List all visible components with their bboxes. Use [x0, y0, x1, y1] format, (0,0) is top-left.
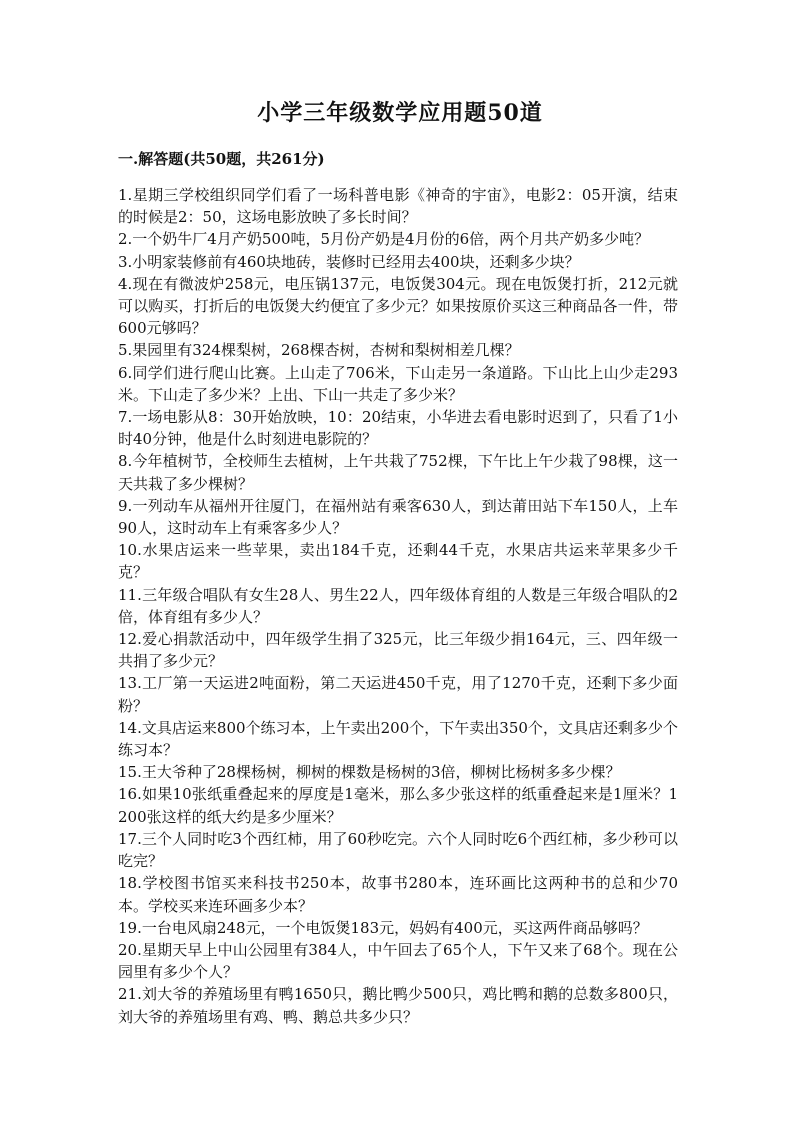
question-item: 7.一场电影从8：30开始放映，10：20结束，小华进去看电影时迟到了，只看了1小时40分钟，他是什么时刻进电影院的？: [118, 408, 678, 449]
question-item: 11.三年级合唱队有女生28人、男生22人，四年级体育组的人数是三年级合唱队的2倍，体育组有多少人？: [118, 585, 678, 626]
question-item: 17.三个人同时吃3个西红柿，用了60秒吃完。六个人同时吃6个西红柿，多少秒可以吃完？: [118, 829, 678, 871]
question-list: [118, 184, 678, 1028]
question-item: 8.今年植树节，全校师生去植树，上午共栽了752棵，下午比上午少栽了98棵，这一天共栽了多少棵树？: [118, 452, 678, 493]
question-item: 19.一台电风扇248元，一个电饭煲183元，妈妈有400元，买这两件商品够吗？: [118, 918, 648, 937]
question-item: 14.文具店运来800个练习本，上午卖出200个，下午卖出350个，文具店还剩多少个练习本？: [118, 718, 678, 760]
question-item: 15.王大爷种了28棵杨树，柳树的棵数是杨树的3倍，柳树比杨树多多少棵？: [118, 763, 621, 782]
question-item: 20.星期天早上中山公园里有384人，中午回去了65个人，下午又来了68个。现在公园里有多少个人？: [118, 940, 678, 982]
question-item: 3.小明家装修前有460块地砖，装修时已经用去400块，还剩多少块？: [118, 252, 580, 271]
question-item: 1.星期三学校组织同学们看了一场科普电影《神奇的宇宙》，电影2：05开演，结束的时候是2：50，这场电影放映了多长时间？: [118, 186, 678, 227]
question-item: 2.一个奶牛厂4月产奶500吨，5月份产奶是4月份的6倍，两个月共产奶多少吨？: [118, 230, 650, 249]
question-item: 13.工厂第一天运进2吨面粉，第二天运进450千克，用了1270千克，还剩下多少面粉？: [118, 674, 678, 715]
question-item: 10.水果店运来一些苹果，卖出184千克，还剩44千克，水果店共运来苹果多少千克？: [118, 541, 678, 582]
question-item: 6.同学们进行爬山比赛。上山走了706米，下山走另一条道路。下山比上山少走293米。下山走了多少米？上出、下山一共走了多少米？: [118, 363, 678, 404]
question-item: 5.果园里有324棵梨树，268棵杏树，杏树和梨树相差几棵？: [118, 341, 520, 360]
question-item: 4.现在有微波炉258元，电压锅137元，电饭煲304元。现在电饭煲打折，212元就可以购买，打折后的电饭煲大约便宜了多少元？如果按原价买这三种商品各一件，带600元够吗？: [118, 274, 678, 338]
section-heading: 一.解答题(共50题，共261分): [118, 150, 325, 168]
question-item: 18.学校图书馆买来科技书250本，故事书280本，连环画比这两种书的总和少70本。学校买来连环画多少本？: [118, 874, 678, 915]
document-title: 小学三年级数学应用题50道: [257, 100, 543, 126]
question-item: 9.一列动车从福州开往厦门，在福州站有乘客630人，到达莆田站下车150人，上车90人，这时动车上有乘客多少人？: [118, 496, 678, 538]
question-item: 21.刘大爷的养殖场里有鸭1650只，鹅比鸭少500只，鸡比鸭和鹅的总数多800只，刘大爷的养殖场里有鸡、鸭、鹅总共多少只？: [118, 985, 678, 1026]
question-item: 12.爱心捐款活动中，四年级学生捐了325元，比三年级少捐164元，三、四年级一共捐了多少元？: [118, 630, 678, 671]
question-item: 16.如果10张纸重叠起来的厚度是1毫米，那么多少张这样的纸重叠起来是1厘米？1200张这样的纸大约是多少厘米？: [118, 785, 678, 826]
